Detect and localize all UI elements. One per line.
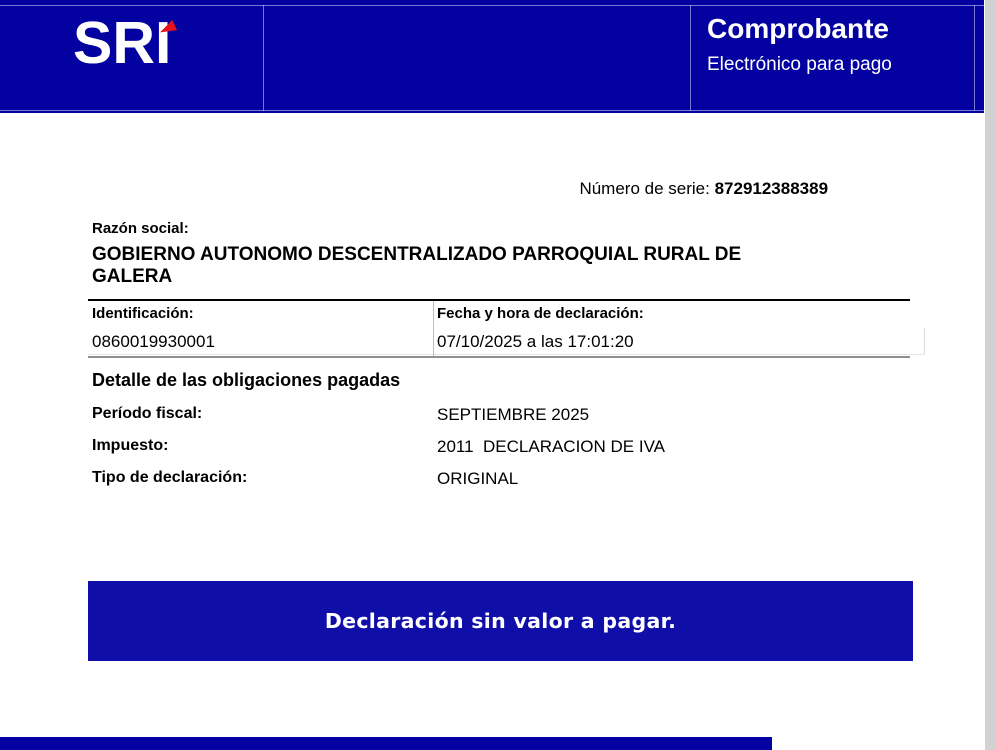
header-bottom-divider	[0, 110, 984, 111]
serial-value: 872912388389	[714, 179, 829, 198]
tipo-declaracion-label: Tipo de declaración:	[92, 469, 248, 486]
periodo-fiscal-value: SEPTIEMBRE 2025	[437, 405, 590, 424]
impuesto-value: 2011 DECLARACION DE IVA	[437, 437, 666, 456]
vertical-scrollbar[interactable]	[984, 0, 996, 750]
tipo-declaracion-value: ORIGINAL	[437, 469, 519, 488]
declaration-table	[88, 299, 910, 358]
header-cell-divider-2	[690, 5, 691, 111]
serial-label: Número de serie:	[579, 179, 715, 198]
fecha-declaracion-header: Fecha y hora de declaración:	[437, 305, 644, 322]
table-bottom-border	[88, 356, 910, 358]
periodo-fiscal-label: Período fiscal:	[92, 405, 203, 422]
impuesto-label: Impuesto:	[92, 437, 169, 454]
fecha-declaracion-value: 07/10/2025 a las 17:01:20	[437, 332, 634, 351]
details-heading: Detalle de las obligaciones pagadas	[92, 370, 401, 390]
serial-number-line	[570, 159, 828, 199]
sri-logo: SRI	[73, 10, 172, 76]
no-payment-banner	[88, 581, 913, 661]
razon-social-name-line1: GOBIERNO AUTONOMO DESCENTRALIZADO PARROQUIAL RURAL DE	[92, 244, 742, 265]
table-top-border	[88, 299, 910, 301]
footer-bar	[0, 737, 772, 750]
identificacion-header: Identificación:	[92, 305, 194, 322]
header-title: Comprobante	[707, 13, 889, 44]
header-cell-divider-1	[263, 5, 264, 111]
razon-social-name-line2: GALERA	[92, 266, 173, 287]
razon-social-name	[92, 244, 741, 288]
identificacion-value: 0860019930001	[92, 332, 215, 351]
header-subtitle: Electrónico para pago	[707, 54, 892, 75]
razon-social-label: Razón social:	[92, 220, 189, 237]
header-top-divider	[0, 5, 984, 6]
no-payment-banner-text: Declaración sin valor a pagar.	[324, 609, 677, 633]
table-column-divider	[433, 301, 434, 356]
app-header	[0, 0, 984, 113]
header-cell-divider-3	[974, 5, 975, 111]
